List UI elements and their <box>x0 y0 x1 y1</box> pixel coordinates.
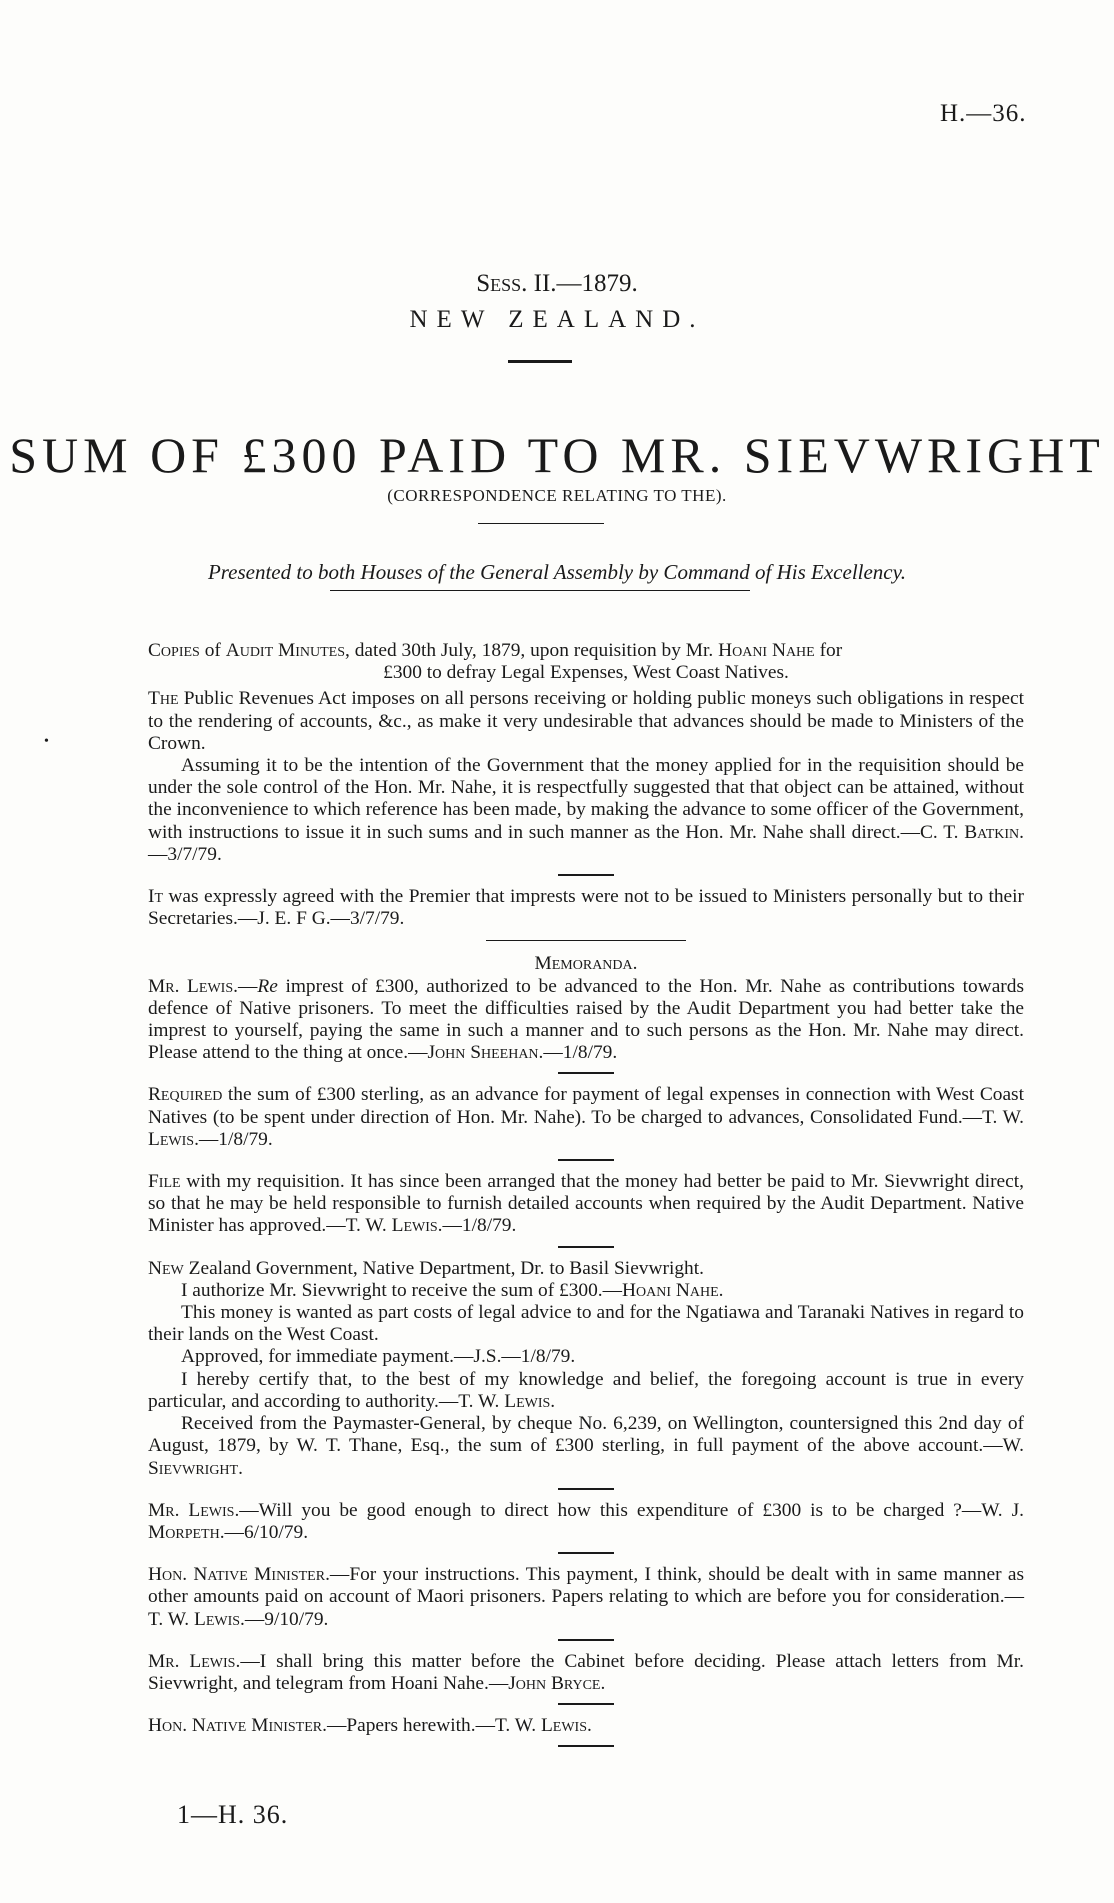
memo-3-lead: File <box>148 1171 181 1193</box>
memo-2 <box>148 1084 1024 1151</box>
note-2-date: .—9/10/79. <box>240 1608 329 1630</box>
document-body <box>148 640 1024 1757</box>
memo-3-signature: Lewis <box>391 1215 438 1237</box>
note-3-end: . <box>600 1672 606 1694</box>
memo-2-date: .—1/8/79. <box>194 1128 273 1150</box>
separator <box>558 1552 614 1554</box>
note-2-signature: Lewis <box>193 1608 241 1630</box>
separator <box>558 1703 614 1705</box>
copies-lead: Copies <box>148 640 200 661</box>
voucher-approval: Approved, for immediate payment.—J.S.—1/8/79. <box>181 1346 576 1368</box>
presented-rule <box>330 590 750 591</box>
voucher-line-1: Zealand Government, Native Department, Dr. to Basil Sievwright. <box>183 1257 704 1279</box>
voucher-sievwright-signature: Sievwright <box>148 1457 239 1479</box>
memo-1-re: Re <box>257 975 278 997</box>
premier-lead: It <box>148 886 164 908</box>
note-3-signature: John Bryce <box>508 1672 601 1694</box>
note-3-lead: Mr. Lewis <box>148 1650 236 1672</box>
memo-2-signature: Lewis <box>148 1128 195 1150</box>
copies-text-3: for <box>814 640 843 661</box>
memo-1-dash: .— <box>233 975 258 997</box>
copies-name: Hoani Nahe <box>718 640 815 661</box>
premier-note <box>148 886 1024 930</box>
note-papers <box>148 1715 1024 1737</box>
memo-1-lead: Mr. Lewis <box>148 975 234 997</box>
audit-date: .—3/7/79. <box>148 821 1024 865</box>
separator-long <box>486 940 686 941</box>
voucher-line-6: Received from the Paymaster-General, by cheque No. 6,239, on Wellington, countersigned this 2nd day of August, 1879, by W. T. Thane, Esq., the sum of £300 sterling, in full payment of the above account.—W. <box>148 1413 1024 1457</box>
separator <box>558 874 614 876</box>
voucher-line-6-end: . <box>238 1457 243 1479</box>
copies-text-1: of <box>199 640 226 661</box>
note-morpeth <box>148 1500 1024 1544</box>
voucher-heading <box>148 1258 1024 1280</box>
header-rule <box>508 360 572 363</box>
voucher-line-2-end: . <box>718 1279 724 1301</box>
voucher-lead: New <box>148 1257 184 1279</box>
audit-minute-p1 <box>148 688 1024 755</box>
memo-1-text: imprest of £300, authorized to be advanced to the Hon. Mr. Nahe as contributions towards defence of Native prisoners. To meet the difficulties raised by the Audit Department you had better take the imprest to yourself, paying the same in such a manner and to such persons as the Hon. Mr. Nahe may direct. Please attend to the thing at once.— <box>148 975 1024 1064</box>
memo-1-signature: John Sheehan <box>427 1042 539 1064</box>
voucher-line-5: I hereby certify that, to the best of my knowledge and belief, the foregoing account is true in every particular, and according to authority.—T. W. <box>148 1368 1024 1412</box>
memo-3 <box>148 1171 1024 1238</box>
session-prefix: Sess. <box>476 270 528 297</box>
copies-text-2: , dated 30th July, 1879, upon requisition by Mr. <box>345 640 719 661</box>
note-4-signature: Lewis <box>540 1715 587 1737</box>
subtitle-rule <box>478 523 604 524</box>
copies-heading-line2: £300 to defray Legal Expenses, West Coast Natives. <box>383 662 789 684</box>
document-reference: H.—36. <box>940 100 1027 127</box>
audit-p1-text: Public Revenues Act imposes on all persons receiving or holding public moneys such obligations in respect to the rendering of accounts, &c., as make it very undesirable that advances should be made to Ministers of the Crown. <box>148 688 1024 754</box>
note-bryce <box>148 1651 1024 1695</box>
separator-end <box>558 1745 614 1747</box>
audit-minute-p2 <box>148 755 1024 866</box>
memo-3-text: with my requisition. It has since been arranged that the money had better be paid to Mr. Sievwright direct, so that he may be held responsible to furnish detailed accounts when required by the Audit Department. Native Minister has approved.—T. W. <box>148 1171 1024 1237</box>
page-subtitle: (CORRESPONDENCE RELATING TO THE). <box>387 486 727 505</box>
memo-1 <box>148 976 1024 1065</box>
page-footer: 1—H. 36. <box>177 1800 289 1829</box>
presented-line: Presented to both Houses of the General Assembly by Command of His Excellency. <box>207 560 907 584</box>
voucher-nahe-signature: Hoani Nahe <box>622 1279 719 1301</box>
audit-lead: The <box>148 688 179 710</box>
separator <box>558 1159 614 1161</box>
note-4-lead: Hon. Native Minister <box>148 1715 323 1737</box>
memo-3-date: .—1/8/79. <box>437 1215 517 1237</box>
separator <box>558 1488 614 1490</box>
session-rest: II.—1879. <box>527 270 638 297</box>
note-1-lead: Mr. Lewis <box>148 1499 235 1521</box>
voucher-authorization <box>148 1280 1024 1302</box>
voucher-purpose: This money is wanted as part costs of legal advice to and for the Ngatiawa and Taranaki Natives in regard to their lands on the West Coast. <box>148 1302 1024 1346</box>
note-2-text: .—For your instructions. This payment, I think, should be dealt with in same manner as other amounts paid on account of Maori prisoners. Papers relating to which are before you for consideration.—T. W. <box>148 1564 1025 1630</box>
voucher-line-5-end: . <box>550 1390 556 1412</box>
memo-2-text: the sum of £300 sterling, as an advance for payment of legal expenses in connection with West Coast Natives (to be spent under direction of Hon. Mr. Nahe). To be charged to advances, Consolidated Fund.—T. W. <box>148 1084 1024 1128</box>
memo-1-date: .—1/8/79. <box>538 1042 618 1064</box>
note-1-signature: Morpeth <box>148 1521 220 1543</box>
note-lewis <box>148 1564 1024 1631</box>
note-4-end: . <box>587 1715 592 1737</box>
separator <box>558 1639 614 1641</box>
note-1-date: .—6/10/79. <box>219 1521 309 1543</box>
voucher-lewis-signature: Lewis <box>504 1390 551 1412</box>
margin-mark: • <box>44 734 49 749</box>
copies-heading <box>148 640 1024 662</box>
page-title: SUM OF £300 PAID TO MR. SIEVWRIGHT <box>9 427 1105 483</box>
voucher-line-2: I authorize Mr. Sievwright to receive the sum of £300.— <box>181 1279 623 1301</box>
voucher-receipt <box>148 1413 1024 1480</box>
audit-signature: Batkin <box>964 821 1020 843</box>
country-heading: NEW ZEALAND. <box>409 306 705 333</box>
note-2-lead: Hon. Native Minister <box>148 1564 326 1586</box>
copies-audit: Audit Minutes <box>225 640 346 661</box>
voucher-certificate <box>148 1369 1024 1413</box>
session-line <box>0 270 1114 298</box>
premier-text: was expressly agreed with the Premier that imprests were not to be issued to Ministers personally but to their Secretaries.—J. E. F G.—3/7/79. <box>148 886 1024 930</box>
note-1-text: .—Will you be good enough to direct how this expenditure of £300 is to be charged ?—W. J. <box>234 1499 1024 1521</box>
memo-2-lead: Required <box>148 1084 223 1106</box>
note-3-text: .—I shall bring this matter before the Cabinet before deciding. Please attach letters from Mr. Sievwright, and telegram from Hoani Nahe.— <box>148 1650 1024 1694</box>
audit-p2-text: Assuming it to be the intention of the Government that the money applied for in the requisition should be under the sole control of the Hon. Mr. Nahe, it is respectfully suggested that that object can be attained, without the inconvenience to which reference has been made, by making the advance to some officer of the Government, with instructions to issue it in such sums and in such manner as the Hon. Mr. Nahe shall direct.—C. T. <box>148 755 1024 843</box>
separator <box>558 1072 614 1074</box>
note-4-text: .—Papers herewith.—T. W. <box>322 1715 541 1737</box>
memoranda-heading: Memoranda. <box>534 953 638 975</box>
separator <box>558 1246 614 1248</box>
